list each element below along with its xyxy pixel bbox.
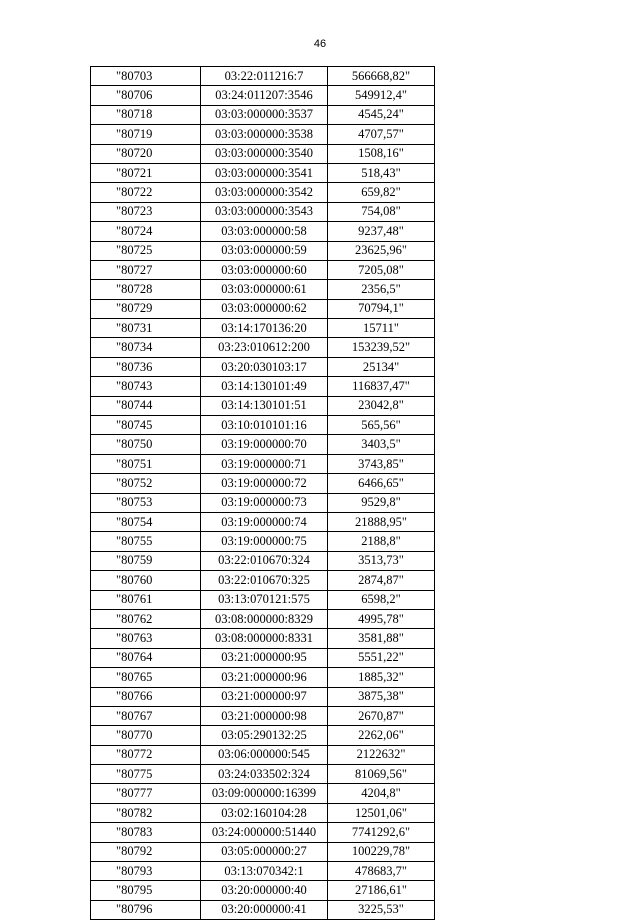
row-id-cell: "80727 (91, 260, 201, 279)
row-id-cell: "80782 (91, 803, 201, 822)
cadastral-number-cell: 03:03:000000:62 (201, 299, 328, 318)
cadastral-number-cell: 03:22:011216:7 (201, 67, 328, 86)
cadastral-number-cell: 03:10:010101:16 (201, 416, 328, 435)
row-id-cell: "80706 (91, 86, 201, 105)
row-id-cell: "80744 (91, 396, 201, 415)
row-id-cell: "80752 (91, 474, 201, 493)
table-row (91, 687, 435, 706)
cadastral-number-cell: 03:19:000000:71 (201, 454, 328, 473)
value-cell: 21888,95" (328, 512, 435, 531)
row-id-cell: "80743 (91, 377, 201, 396)
data-table (90, 66, 435, 920)
table-row (91, 416, 435, 435)
table-row (91, 86, 435, 105)
cadastral-number-cell: 03:03:000000:60 (201, 260, 328, 279)
value-cell: 2670,87" (328, 706, 435, 725)
value-cell: 2262,06" (328, 726, 435, 745)
row-id-cell: "80766 (91, 687, 201, 706)
row-id-cell: "80703 (91, 67, 201, 86)
table-row (91, 260, 435, 279)
table-row (91, 571, 435, 590)
cadastral-number-cell: 03:03:000000:3537 (201, 105, 328, 124)
table-row (91, 881, 435, 900)
value-cell: 4545,24" (328, 105, 435, 124)
cadastral-number-cell: 03:03:000000:3543 (201, 202, 328, 221)
table-row (91, 202, 435, 221)
value-cell: 4204,8" (328, 784, 435, 803)
table-row (91, 765, 435, 784)
cadastral-number-cell: 03:02:160104:28 (201, 803, 328, 822)
row-id-cell: "80751 (91, 454, 201, 473)
table-row (91, 454, 435, 473)
row-id-cell: "80770 (91, 726, 201, 745)
cadastral-number-cell: 03:19:000000:72 (201, 474, 328, 493)
value-cell: 3403,5" (328, 435, 435, 454)
row-id-cell: "80728 (91, 280, 201, 299)
value-cell: 23625,96" (328, 241, 435, 260)
value-cell: 6466,65" (328, 474, 435, 493)
value-cell: 7205,08" (328, 260, 435, 279)
row-id-cell: "80755 (91, 532, 201, 551)
cadastral-number-cell: 03:03:000000:3538 (201, 125, 328, 144)
value-cell: 100229,78" (328, 842, 435, 861)
table-row (91, 900, 435, 919)
table-row (91, 144, 435, 163)
row-id-cell: "80762 (91, 609, 201, 628)
row-id-cell: "80792 (91, 842, 201, 861)
value-cell: 2122632" (328, 745, 435, 764)
row-id-cell: "80763 (91, 629, 201, 648)
cadastral-number-cell: 03:08:000000:8331 (201, 629, 328, 648)
table-row (91, 338, 435, 357)
row-id-cell: "80723 (91, 202, 201, 221)
table-row (91, 493, 435, 512)
value-cell: 81069,56" (328, 765, 435, 784)
cadastral-number-cell: 03:14:130101:51 (201, 396, 328, 415)
table-row (91, 280, 435, 299)
value-cell: 9529,8" (328, 493, 435, 512)
cadastral-number-cell: 03:21:000000:95 (201, 648, 328, 667)
value-cell: 3225,53" (328, 900, 435, 919)
row-id-cell: "80777 (91, 784, 201, 803)
value-cell: 9237,48" (328, 222, 435, 241)
value-cell: 70794,1" (328, 299, 435, 318)
cadastral-number-cell: 03:13:070121:575 (201, 590, 328, 609)
cadastral-number-cell: 03:03:000000:59 (201, 241, 328, 260)
value-cell: 3513,73" (328, 551, 435, 570)
row-id-cell: "80725 (91, 241, 201, 260)
cadastral-number-cell: 03:13:070342:1 (201, 862, 328, 881)
value-cell: 659,82" (328, 183, 435, 202)
table-row (91, 163, 435, 182)
value-cell: 566668,82" (328, 67, 435, 86)
cadastral-number-cell: 03:20:030103:17 (201, 357, 328, 376)
row-id-cell: "80753 (91, 493, 201, 512)
value-cell: 5551,22" (328, 648, 435, 667)
row-id-cell: "80765 (91, 668, 201, 687)
cadastral-number-cell: 03:05:290132:25 (201, 726, 328, 745)
row-id-cell: "80731 (91, 319, 201, 338)
row-id-cell: "80718 (91, 105, 201, 124)
row-id-cell: "80772 (91, 745, 201, 764)
table-row (91, 706, 435, 725)
cadastral-number-cell: 03:14:130101:49 (201, 377, 328, 396)
table-row (91, 726, 435, 745)
table-row (91, 648, 435, 667)
cadastral-number-cell: 03:05:000000:27 (201, 842, 328, 861)
table-row (91, 823, 435, 842)
table-row (91, 512, 435, 531)
value-cell: 12501,06" (328, 803, 435, 822)
row-id-cell: "80796 (91, 900, 201, 919)
cadastral-number-cell: 03:19:000000:74 (201, 512, 328, 531)
cadastral-number-cell: 03:14:170136:20 (201, 319, 328, 338)
table-row (91, 222, 435, 241)
row-id-cell: "80795 (91, 881, 201, 900)
table-row (91, 842, 435, 861)
cadastral-number-cell: 03:08:000000:8329 (201, 609, 328, 628)
cadastral-number-cell: 03:03:000000:3540 (201, 144, 328, 163)
value-cell: 4995,78" (328, 609, 435, 628)
cadastral-number-cell: 03:22:010670:325 (201, 571, 328, 590)
value-cell: 116837,47" (328, 377, 435, 396)
row-id-cell: "80760 (91, 571, 201, 590)
cadastral-number-cell: 03:21:000000:96 (201, 668, 328, 687)
value-cell: 27186,61" (328, 881, 435, 900)
table-row (91, 67, 435, 86)
page-number: 46 (313, 38, 327, 50)
value-cell: 7741292,6" (328, 823, 435, 842)
table-row (91, 125, 435, 144)
value-cell: 2188,8" (328, 532, 435, 551)
value-cell: 15711" (328, 319, 435, 338)
row-id-cell: "80750 (91, 435, 201, 454)
value-cell: 754,08" (328, 202, 435, 221)
table-body (91, 67, 435, 920)
value-cell: 153239,52" (328, 338, 435, 357)
row-id-cell: "80721 (91, 163, 201, 182)
value-cell: 4707,57" (328, 125, 435, 144)
cadastral-number-cell: 03:20:000000:40 (201, 881, 328, 900)
row-id-cell: "80783 (91, 823, 201, 842)
cadastral-number-cell: 03:19:000000:73 (201, 493, 328, 512)
row-id-cell: "80793 (91, 862, 201, 881)
value-cell: 1508,16" (328, 144, 435, 163)
value-cell: 25134" (328, 357, 435, 376)
row-id-cell: "80736 (91, 357, 201, 376)
table-row (91, 377, 435, 396)
cadastral-number-cell: 03:21:000000:98 (201, 706, 328, 725)
table-row (91, 474, 435, 493)
value-cell: 3743,85" (328, 454, 435, 473)
table-row (91, 357, 435, 376)
cadastral-number-cell: 03:24:033502:324 (201, 765, 328, 784)
cadastral-number-cell: 03:06:000000:545 (201, 745, 328, 764)
table-row (91, 745, 435, 764)
value-cell: 6598,2" (328, 590, 435, 609)
table-row (91, 299, 435, 318)
table-row (91, 784, 435, 803)
cadastral-number-cell: 03:19:000000:70 (201, 435, 328, 454)
value-cell: 23042,8" (328, 396, 435, 415)
value-cell: 549912,4" (328, 86, 435, 105)
table-row (91, 862, 435, 881)
table-row (91, 803, 435, 822)
cadastral-number-cell: 03:24:000000:51440 (201, 823, 328, 842)
row-id-cell: "80761 (91, 590, 201, 609)
value-cell: 478683,7" (328, 862, 435, 881)
table-row (91, 105, 435, 124)
row-id-cell: "80719 (91, 125, 201, 144)
cadastral-number-cell: 03:03:000000:61 (201, 280, 328, 299)
table-row (91, 183, 435, 202)
cadastral-number-cell: 03:24:011207:3546 (201, 86, 328, 105)
cadastral-number-cell: 03:23:010612:200 (201, 338, 328, 357)
table-row (91, 551, 435, 570)
table-row (91, 319, 435, 338)
value-cell: 565,56" (328, 416, 435, 435)
table-row (91, 396, 435, 415)
row-id-cell: "80759 (91, 551, 201, 570)
row-id-cell: "80745 (91, 416, 201, 435)
cadastral-number-cell: 03:03:000000:3542 (201, 183, 328, 202)
cadastral-number-cell: 03:21:000000:97 (201, 687, 328, 706)
table-row (91, 435, 435, 454)
cadastral-number-cell: 03:09:000000:16399 (201, 784, 328, 803)
row-id-cell: "80767 (91, 706, 201, 725)
row-id-cell: "80729 (91, 299, 201, 318)
row-id-cell: "80724 (91, 222, 201, 241)
cadastral-number-cell: 03:20:000000:41 (201, 900, 328, 919)
row-id-cell: "80722 (91, 183, 201, 202)
row-id-cell: "80764 (91, 648, 201, 667)
row-id-cell: "80754 (91, 512, 201, 531)
value-cell: 3875,38" (328, 687, 435, 706)
value-cell: 2874,87" (328, 571, 435, 590)
value-cell: 2356,5" (328, 280, 435, 299)
row-id-cell: "80775 (91, 765, 201, 784)
cadastral-number-cell: 03:03:000000:3541 (201, 163, 328, 182)
row-id-cell: "80720 (91, 144, 201, 163)
cadastral-number-cell: 03:22:010670:324 (201, 551, 328, 570)
value-cell: 518,43" (328, 163, 435, 182)
cadastral-number-cell: 03:03:000000:58 (201, 222, 328, 241)
table-row (91, 668, 435, 687)
table-row (91, 241, 435, 260)
row-id-cell: "80734 (91, 338, 201, 357)
table-row (91, 629, 435, 648)
table-row (91, 590, 435, 609)
value-cell: 3581,88" (328, 629, 435, 648)
table-row (91, 609, 435, 628)
value-cell: 1885,32" (328, 668, 435, 687)
table-row (91, 532, 435, 551)
cadastral-number-cell: 03:19:000000:75 (201, 532, 328, 551)
